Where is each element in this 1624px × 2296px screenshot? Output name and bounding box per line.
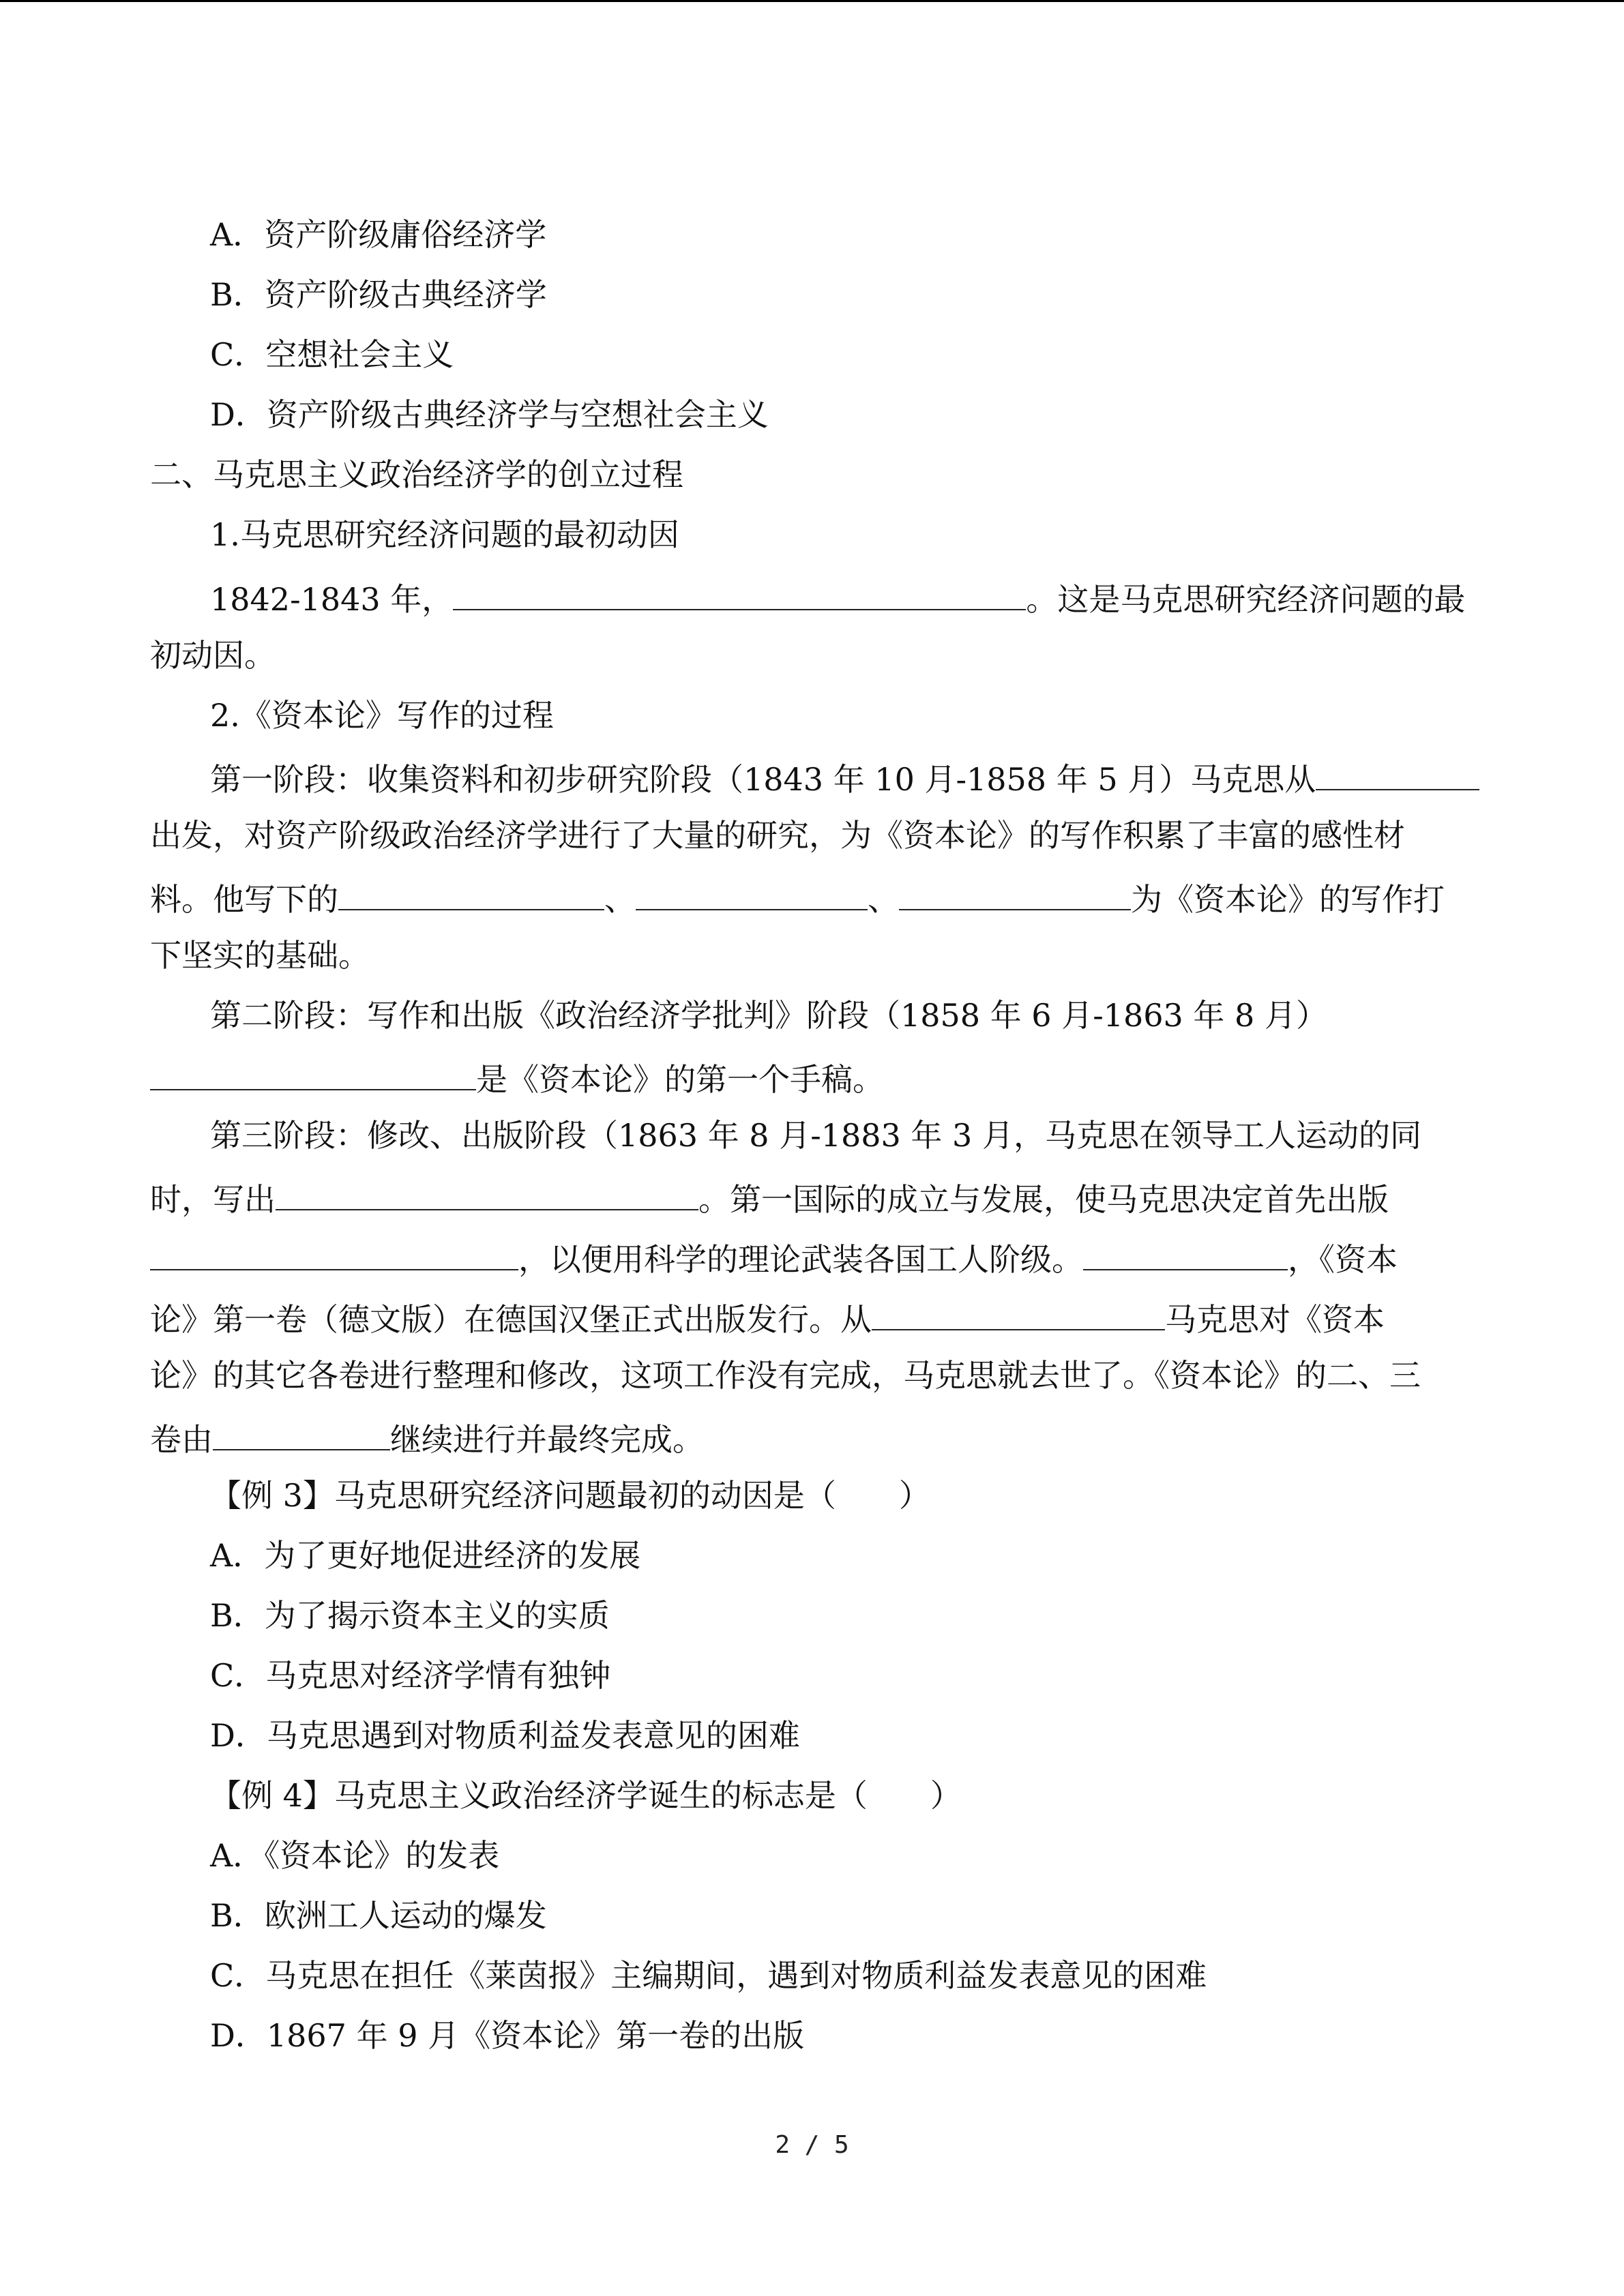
subheading-1: 1.马克思研究经济问题的最初动因 bbox=[210, 516, 679, 553]
text: ，以便用科学的理论武装各国工人阶级。 bbox=[518, 1241, 1083, 1278]
example3-option-d: D．马克思遇到对物质利益发表意见的困难 bbox=[210, 1717, 800, 1754]
fill-blank[interactable] bbox=[338, 875, 604, 910]
fill-blank[interactable] bbox=[453, 575, 1026, 610]
text: 时，写出 bbox=[150, 1181, 276, 1218]
text: 料。他写下的 bbox=[150, 881, 338, 918]
text: 。第一国际的成立与发展，使马克思决定首先出版 bbox=[698, 1181, 1389, 1218]
paragraph-motive-cont: 初动因。 bbox=[150, 637, 276, 674]
stage2-line1: 第二阶段：写作和出版《政治经济学批判》阶段（1858 年 6 月-1863 年 8 月） bbox=[210, 997, 1327, 1034]
fill-blank[interactable] bbox=[276, 1175, 698, 1210]
stage3-line4 bbox=[150, 1295, 1385, 1336]
stage3-line5: 论》的其它各卷进行整理和修改，这项工作没有完成，马克思就去世了。《资本论》的二、三 bbox=[150, 1357, 1421, 1394]
stage1-line2: 出发，对资产阶级政治经济学进行了大量的研究，为《资本论》的写作积累了丰富的感性材 bbox=[150, 817, 1405, 854]
text: 马克思对《资本 bbox=[1165, 1301, 1385, 1338]
stage1-line4: 下坚实的基础。 bbox=[150, 937, 370, 974]
text: 卷由 bbox=[150, 1421, 213, 1458]
example4-option-d: D．1867 年 9 月《资本论》第一卷的出版 bbox=[210, 2017, 805, 2054]
stage3-line1: 第三阶段：修改、出版阶段（1863 年 8 月-1883 年 3 月，马克思在领导工人运动的同 bbox=[210, 1117, 1421, 1154]
fill-blank[interactable] bbox=[150, 1235, 518, 1270]
option-c: C．空想社会主义 bbox=[210, 336, 454, 373]
fill-blank[interactable] bbox=[1083, 1235, 1288, 1270]
example4-stem: 【例 4】马克思主义政治经济学诞生的标志是（ ） bbox=[210, 1777, 962, 1814]
stage2-line2 bbox=[150, 1055, 884, 1096]
stage3-line6 bbox=[150, 1415, 704, 1456]
stage1-line1 bbox=[210, 755, 1479, 796]
text: ，《资本 bbox=[1288, 1241, 1398, 1278]
fill-blank[interactable] bbox=[872, 1295, 1165, 1330]
example3-option-c: C．马克思对经济学情有独钟 bbox=[210, 1657, 611, 1694]
text: 、 bbox=[604, 881, 636, 918]
subheading-2: 2.《资本论》写作的过程 bbox=[210, 697, 554, 734]
text: 第一阶段：收集资料和初步研究阶段（1843 年 10 月-1858 年 5 月）马克思从 bbox=[210, 761, 1316, 798]
text: 为《资本论》的写作打 bbox=[1131, 881, 1445, 918]
option-b: B．资产阶级古典经济学 bbox=[210, 276, 547, 313]
example3-option-a: A．为了更好地促进经济的发展 bbox=[210, 1537, 641, 1574]
section-heading: 二、马克思主义政治经济学的创立过程 bbox=[150, 456, 683, 493]
stage1-line3 bbox=[150, 875, 1445, 916]
stage3-line2 bbox=[150, 1175, 1389, 1216]
text: 是《资本论》的第一个手稿。 bbox=[476, 1061, 884, 1098]
fill-blank[interactable] bbox=[213, 1415, 390, 1450]
text: 1842-1843 年， bbox=[210, 581, 454, 618]
fill-blank[interactable] bbox=[899, 875, 1131, 910]
option-a: A．资产阶级庸俗经济学 bbox=[210, 216, 547, 253]
text: 。这是马克思研究经济问题的最 bbox=[1026, 581, 1466, 618]
fill-blank[interactable] bbox=[1316, 755, 1479, 790]
example3-option-b: B．为了揭示资本主义的实质 bbox=[210, 1597, 610, 1634]
paragraph-motive bbox=[210, 575, 1465, 616]
example4-option-c: C．马克思在担任《莱茵报》主编期间，遇到对物质利益发表意见的困难 bbox=[210, 1957, 1207, 1994]
example4-option-b: B．欧洲工人运动的爆发 bbox=[210, 1897, 547, 1934]
example4-option-a: A．《资本论》的发表 bbox=[210, 1837, 500, 1874]
fill-blank[interactable] bbox=[150, 1055, 476, 1090]
example3-stem: 【例 3】马克思研究经济问题最初的动因是（ ） bbox=[210, 1477, 930, 1514]
top-border bbox=[0, 0, 1624, 2]
option-d: D．资产阶级古典经济学与空想社会主义 bbox=[210, 396, 769, 433]
stage3-line3 bbox=[150, 1235, 1398, 1276]
page-number: 2 / 5 bbox=[775, 2131, 849, 2159]
fill-blank[interactable] bbox=[636, 875, 868, 910]
text: 继续进行并最终完成。 bbox=[390, 1421, 704, 1458]
text: 、 bbox=[868, 881, 899, 918]
text: 论》第一卷（德文版）在德国汉堡正式出版发行。从 bbox=[150, 1301, 872, 1338]
